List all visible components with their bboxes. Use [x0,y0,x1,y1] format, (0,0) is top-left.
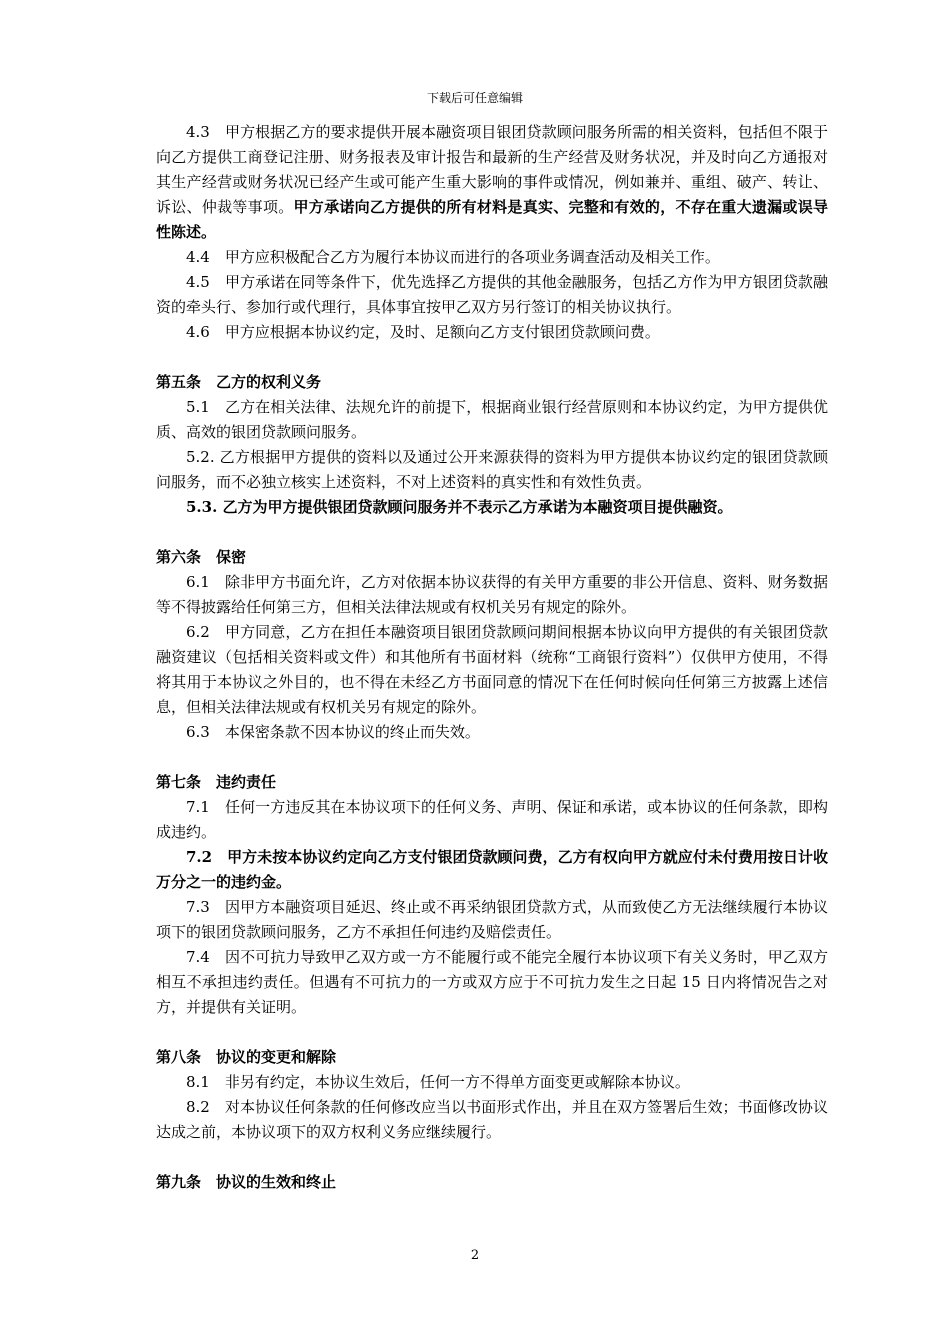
clause-5-2: 5.2. 乙方根据甲方提供的资料以及通过公开来源获得的资料为甲方提供本协议约定的银团贷款顾问服务，而不必独立核实上述资料，不对上述资料的真实性和有效性负责。 [156,448,828,491]
spacer [156,1145,828,1170]
clause-6-2: 6.2 甲方同意，乙方在担任本融资项目银团贷款顾问期间根据本协议向甲方提供的有关银团贷款融资建议（包括相关资料或文件）和其他所有书面材料（统称“工商银行资料”）仅供甲方使用，不得将其用于本协议之外目的，也不得在未经乙方书面同意的情况下在任何时候向任何第三方披露上述信息，但相关法律法规或有权机关另有规定的除外。 [156,623,828,716]
clause-5-1: 5.1 乙方在相关法律、法规允许的前提下，根据商业银行经营原则和本协议约定，为甲方提供优质、高效的银团贷款顾问服务。 [156,398,828,441]
clause-4-3 [156,120,828,245]
clause-7-4: 7.4 因不可抗力导致甲乙双方或一方不能履行或不能完全履行本协议项下有关义务时，甲乙双方相互不承担违约责任。但遇有不可抗力的一方或双方应于不可抗力发生之日起 15 日内将情况告之对方，并提供有关证明。 [156,948,828,1016]
article-6-heading: 第六条 保密 [156,548,247,566]
article-7-heading: 第七条 违约责任 [156,773,277,791]
article-5-heading: 第五条 乙方的权利义务 [156,373,322,391]
page-header: 下载后可任意编辑 [426,91,523,105]
clause-4-6: 4.6 甲方应根据本协议约定，及时、足额向乙方支付银团贷款顾问费。 [186,323,660,341]
clause-7-2: 7.2 甲方未按本协议约定向乙方支付银团贷款顾问费，乙方有权向甲方就应付未付费用按日计收万分之一的违约金。 [156,848,828,891]
clause-4-3-text: 4.3 甲方根据乙方的要求提供开展本融资项目银团贷款顾问服务所需的相关资料，包括但不限于向乙方提供工商登记注册、财务报表及审计报告和最新的生产经营及财务状况，并及时向乙方通报对其生产经营或财务状况已经产生或可能产生重大影响的事件或情况，例如兼并、重组、破产、转让、诉讼、仲裁等事项。 [156,123,828,216]
document-body [156,120,828,1195]
clause-6-3: 6.3 本保密条款不因本协议的终止而失效。 [186,723,480,741]
clause-7-3: 7.3 因甲方本融资项目延迟、终止或不再采纳银团贷款方式，从而致使乙方无法继续履行本协议项下的银团贷款顾问服务，乙方不承担任何违约及赔偿责任。 [156,898,828,941]
article-8-heading: 第八条 协议的变更和解除 [156,1048,337,1066]
article-9-heading: 第九条 协议的生效和终止 [156,1173,337,1191]
spacer [156,520,828,545]
clause-8-1: 8.1 非另有约定，本协议生效后，任何一方不得单方面变更或解除本协议。 [186,1073,690,1091]
clause-4-4: 4.4 甲方应积极配合乙方为履行本协议而进行的各项业务调查活动及相关工作。 [186,248,720,266]
page-number: 2 [470,1248,480,1263]
spacer [156,745,828,770]
clause-6-1: 6.1 除非甲方书面允许，乙方对依据本协议获得的有关甲方重要的非公开信息、资料、财务数据等不得披露给任何第三方，但相关法律法规或有权机关另有规定的除外。 [156,573,828,616]
spacer [156,345,828,370]
clause-5-3: 5.3. 乙方为甲方提供银团贷款顾问服务并不表示乙方承诺为本融资项目提供融资。 [186,498,733,516]
clause-7-1: 7.1 任何一方违反其在本协议项下的任何义务、声明、保证和承诺，或本协议的任何条款，即构成违约。 [156,798,828,841]
clause-4-3-bold: 甲方承诺向乙方提供的所有材料是真实、完整和有效的，不存在重大遗漏或误导性陈述。 [156,198,828,241]
spacer [156,1020,828,1045]
clause-4-5: 4.5 甲方承诺在同等条件下，优先选择乙方提供的其他金融服务，包括乙方作为甲方银团贷款融资的牵头行、参加行或代理行，具体事宜按甲乙双方另行签订的相关协议执行。 [156,273,828,316]
clause-8-2: 8.2 对本协议任何条款的任何修改应当以书面形式作出，并且在双方签署后生效；书面修改协议达成之前，本协议项下的双方权利义务应继续履行。 [156,1098,828,1141]
